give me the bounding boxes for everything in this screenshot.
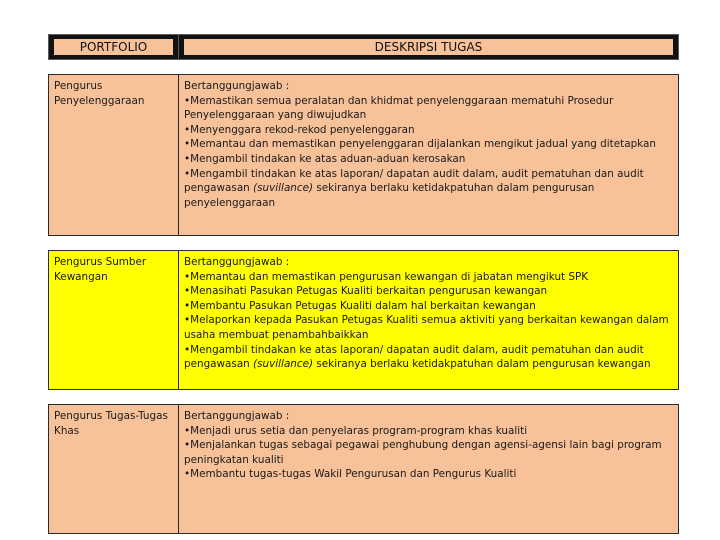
description-cell	[179, 405, 679, 534]
portfolio-cell	[49, 405, 179, 534]
description-cell	[179, 75, 679, 236]
bullet-text-part: •Mengambil tindakan ke atas laporan/ dapatan audit dalam, audit pematuhan dan audit pengawasan	[184, 167, 644, 195]
header-portfolio	[49, 35, 179, 60]
description-intro: Bertanggungjawab :	[184, 256, 290, 268]
description-bullet: •Melaporkan kepada Pasukan Petugas Kualiti semua aktiviti yang berkaitan kewangan dalam usaha membuat penambahbaikkan	[184, 314, 669, 341]
portfolio-name: Pengurus Sumber Kewangan	[54, 256, 147, 283]
description-bullet: •Menasihati Pasukan Petugas Kualiti berkaitan pengurusan kewangan	[184, 285, 548, 298]
portfolio-name: Pengurus Penyelenggaraan	[54, 80, 145, 107]
bullet-text-part: •Mengambil tindakan ke atas laporan/ dapatan audit dalam, audit pematuhan dan audit pengawasan	[184, 343, 644, 371]
portfolio-cell	[49, 75, 179, 236]
table-row	[49, 405, 679, 534]
description-cell	[179, 251, 679, 390]
spacer-row	[49, 390, 679, 405]
bullet-text-italic: (suvillance)	[253, 182, 314, 195]
description-bullet: •Mengambil tindakan ke atas aduan-aduan kerosakan	[184, 152, 466, 165]
header-deskripsi-label: DESKRIPSI TUGAS	[183, 38, 674, 56]
description-intro: Bertanggungjawab :	[184, 80, 290, 92]
bullet-text-part: sekiranya berlaku ketidakpatuhan dalam pengurusan kewangan	[313, 358, 651, 371]
description-bullet: •Menyenggara rekod-rekod penyelenggaran	[184, 123, 415, 136]
description-bullet: •Menjalankan tugas sebagai pegawai penghubung dengan agensi-agensi lain bagi program peningkatan kualiti	[184, 439, 662, 466]
description-bullet: •Memastikan semua peralatan dan khidmat penyelenggaraan mematuhi Prosedur Penyelenggaraan yang diwujudkan	[184, 94, 614, 122]
bullet-text-italic: (suvillance)	[253, 358, 314, 371]
header-portfolio-label: PORTFOLIO	[53, 38, 174, 56]
portfolio-table	[48, 34, 679, 534]
description-bullet: •Membantu Pasukan Petugas Kualiti dalam hal berkaitan kewangan	[184, 299, 536, 312]
table-row	[49, 251, 679, 390]
description-bullet: •Memantau dan memastikan pengurusan kewangan di jabatan mengikut SPK	[184, 270, 589, 283]
header-deskripsi	[179, 35, 679, 60]
portfolio-name: Pengurus Tugas-Tugas Khas	[54, 410, 168, 437]
table-row	[49, 75, 679, 236]
description-bullet-last	[184, 167, 674, 211]
description-bullet: •Membantu tugas-tugas Wakil Pengurusan dan Pengurus Kualiti	[184, 468, 517, 481]
description-bullet: •Memantau dan memastikan penyelenggaran dijalankan mengikut jadual yang ditetapkan	[184, 138, 656, 151]
description-intro: Bertanggungjawab :	[184, 410, 290, 422]
portfolio-cell	[49, 251, 179, 390]
bullet-text-part: sekiranya berlaku ketidakpatuhan dalam pengurusan penyelenggaraan	[184, 182, 595, 209]
table-header-row	[49, 35, 679, 60]
description-bullet: •Menjadi urus setia dan penyelaras program-program khas kualiti	[184, 424, 528, 437]
spacer-row	[49, 236, 679, 251]
spacer-row	[49, 60, 679, 75]
description-bullet-last	[184, 343, 674, 372]
